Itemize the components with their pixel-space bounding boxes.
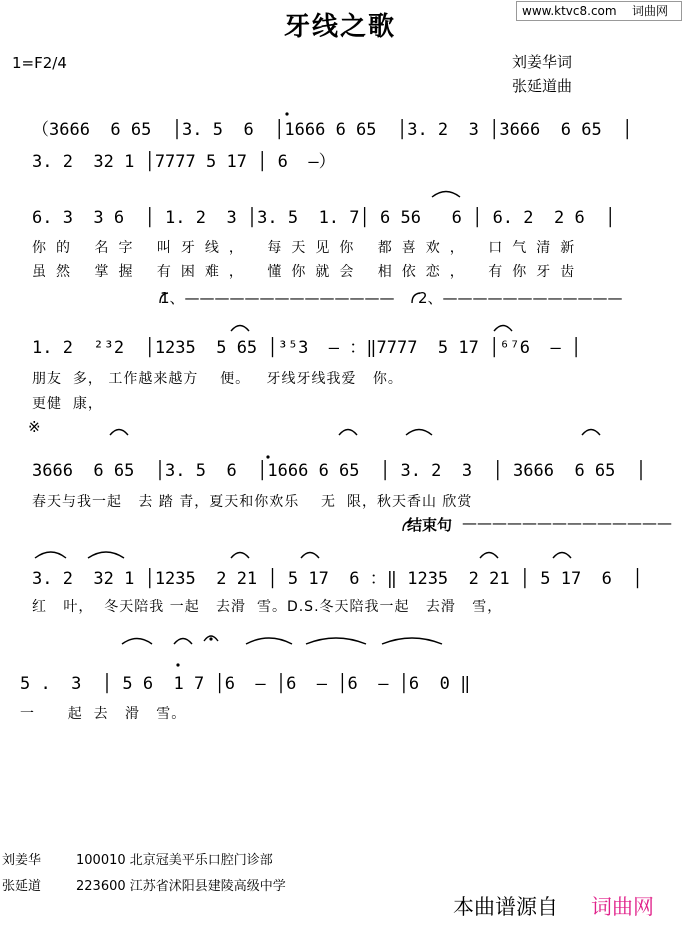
dot-row1 xyxy=(285,112,288,115)
lyric-row-6: 红 叶， 冬天陪我 一起 去滑 雪。D.S.冬天陪我一起 去滑 雪， xyxy=(32,599,503,615)
score-row-3: 6. 3 3 6 │ 1. 2 3 │3. 5 1. 7│ 6 56 6 │ 6. 2 2 6 │ xyxy=(32,208,616,228)
slur-row7-3 xyxy=(246,638,292,644)
slur-row6-4 xyxy=(301,553,319,559)
footer-address-1: 100010 北京冠美平乐口腔门诊部 xyxy=(76,853,273,868)
slur-row5-1 xyxy=(110,430,128,436)
watermark-url: www.ktvc8.com xyxy=(522,4,617,18)
slur-row6-6 xyxy=(553,553,571,559)
slur-row5-2 xyxy=(339,430,357,436)
song-title: 牙线之歌 xyxy=(284,12,397,42)
footer-address-2: 223600 江苏省沭阳县建陵高级中学 xyxy=(76,879,286,894)
footer-name-2: 张延道 xyxy=(2,879,42,894)
source-site-link[interactable]: 词曲网 xyxy=(591,895,654,919)
slur-row5-4 xyxy=(582,430,600,436)
segno-sign: ※ xyxy=(28,418,41,436)
lyric-row-7: 一 起 去 滑 雪。 xyxy=(20,706,187,722)
key-signature: 1=F2/4 xyxy=(12,54,67,72)
slur-row6-1 xyxy=(35,552,66,558)
score-row-7: 5 . 3 │ 5 6 1 7 │6 — │6 — │6 — │6 0 ‖ xyxy=(20,674,471,694)
ending-label: 结束句 xyxy=(407,516,453,534)
lyric-row-3-verse-2: 虽然 掌握 有困难， 懂你就会 相依恋， 有你牙齿 xyxy=(32,264,585,280)
dot-row7 xyxy=(176,663,179,666)
slur-row5-3 xyxy=(406,430,432,436)
dot-row7-fermata xyxy=(209,637,212,640)
lyricist-credit: 刘姜华词 xyxy=(512,53,573,71)
lyric-row-4-verse-1: 朋友 多， 工作越来越方 便。 牙线牙线我爱 你。 xyxy=(32,371,403,387)
score-row-6: 3. 2 32 1 │1235 2 21 │ 5 17 6 ：‖ 1235 2 21 │ 5 17 6 │ xyxy=(32,569,643,589)
score-row-1: （3666 6 65 │3. 5 6 │1666 6 65 │3. 2 3 │3666 6 65 │ xyxy=(32,120,633,140)
volta-1: 1、—————————————— xyxy=(160,289,395,307)
slur-row4-1 xyxy=(231,326,249,332)
slur-row6-5 xyxy=(480,553,498,559)
slur-row4-2 xyxy=(494,326,512,332)
ending-hook xyxy=(403,521,411,531)
score-row-2: 3. 2 32 1 │7777 5 17 │ 6 —） xyxy=(32,152,336,172)
volta-2-hook xyxy=(412,293,420,303)
watermark-site: 词曲网 xyxy=(632,4,669,18)
lyric-row-4-verse-2: 更健 康， xyxy=(32,396,103,412)
slur-row7-4 xyxy=(306,638,366,644)
ending-line: —————————————— xyxy=(462,514,672,532)
score-row-5: 3666 6 65 │3. 5 6 │1666 6 65 │ 3. 2 3 │ 3666 6 65 │ xyxy=(32,461,647,481)
composer-credit: 张延道曲 xyxy=(512,77,573,95)
slur-row7-2 xyxy=(174,639,192,645)
lyric-row-5: 春天与我一起 去 踏 青，夏天和你欢乐 无 限，秋天香山 欣赏 xyxy=(32,494,473,510)
footer-name-1: 刘姜华 xyxy=(2,853,42,868)
slur-row7-1 xyxy=(122,639,152,645)
volta-1-hook xyxy=(160,293,168,303)
volta-2: 2、———————————— xyxy=(418,289,623,307)
lyric-row-3-verse-1: 你的 名字 叫牙线， 每天见你 都喜欢， 口气清新 xyxy=(32,240,585,256)
slur-row6-2 xyxy=(88,552,124,558)
slur-row3-1 xyxy=(432,192,460,198)
dot-row5 xyxy=(266,455,269,458)
score-row-4: 1. 2 ²³2 │1235 5 65 │³⁵3 — ：‖7777 5 17 │⁶⁷6 — │ xyxy=(32,338,582,358)
slur-row6-3 xyxy=(231,553,249,559)
slur-row7-5 xyxy=(382,638,442,644)
source-label: 本曲谱源自 xyxy=(453,895,558,919)
